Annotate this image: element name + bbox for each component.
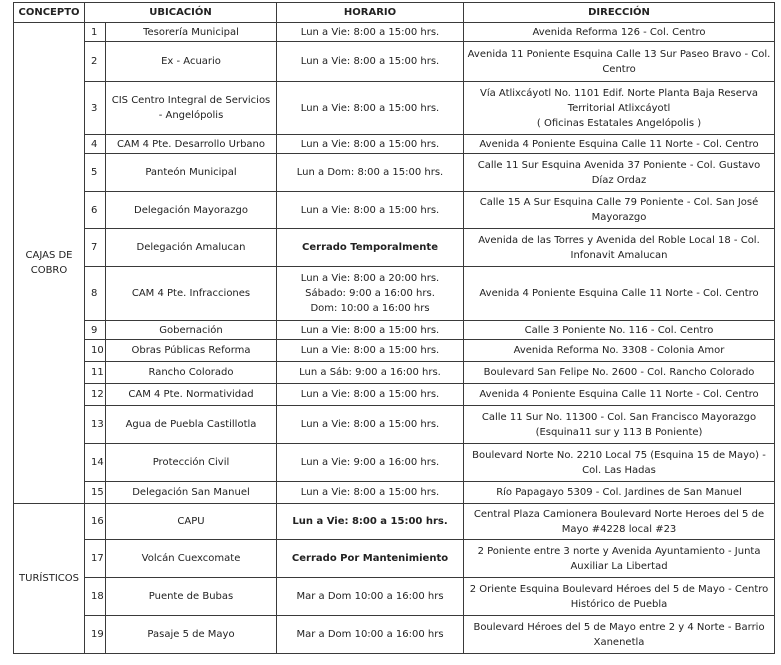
row-number: 15 — [85, 482, 106, 504]
header-row — [14, 3, 775, 23]
table-row — [14, 540, 775, 578]
horario-cell: Lun a Vie: 9:00 a 16:00 hrs. — [277, 444, 464, 482]
ubicacion-cell: Agua de Puebla Castillotla — [106, 406, 277, 444]
ubicacion-cell: CAM 4 Pte. Infracciones — [106, 267, 277, 321]
ubicacion-cell: CAM 4 Pte. Desarrollo Urbano — [106, 135, 277, 154]
row-number: 6 — [85, 192, 106, 229]
direccion-cell: Avenida 11 Poniente Esquina Calle 13 Sur Paseo Bravo - Col. Centro — [464, 42, 775, 82]
table-body — [14, 23, 775, 654]
direccion-cell: Boulevard Héroes del 5 de Mayo entre 2 y 4 Norte - Barrio Xanenetla — [464, 616, 775, 654]
horario-cell: Cerrado Temporalmente — [277, 229, 464, 267]
ubicacion-cell: Rancho Colorado — [106, 362, 277, 384]
ubicacion-cell: Obras Públicas Reforma — [106, 340, 277, 362]
table-row — [14, 82, 775, 135]
ubicacion-cell: Tesorería Municipal — [106, 23, 277, 42]
table-row — [14, 229, 775, 267]
direccion-cell: Calle 11 Sur Esquina Avenida 37 Poniente - Col. Gustavo Díaz Ordaz — [464, 154, 775, 192]
horario-cell: Lun a Sáb: 9:00 a 16:00 hrs. — [277, 362, 464, 384]
table-row — [14, 192, 775, 229]
header-direccion: DIRECCIÓN — [464, 3, 775, 23]
table-row — [14, 444, 775, 482]
table-row — [14, 482, 775, 504]
table-row — [14, 362, 775, 384]
table-row — [14, 616, 775, 654]
row-number: 4 — [85, 135, 106, 154]
horario-cell: Lun a Vie: 8:00 a 15:00 hrs. — [277, 406, 464, 444]
row-number: 8 — [85, 267, 106, 321]
direccion-cell: 2 Poniente entre 3 norte y Avenida Ayuntamiento - Junta Auxiliar La Libertad — [464, 540, 775, 578]
row-number: 17 — [85, 540, 106, 578]
locations-table — [13, 2, 775, 654]
row-number: 19 — [85, 616, 106, 654]
row-number: 14 — [85, 444, 106, 482]
direccion-cell: Avenida 4 Poniente Esquina Calle 11 Norte - Col. Centro — [464, 135, 775, 154]
row-number: 16 — [85, 504, 106, 540]
row-number: 1 — [85, 23, 106, 42]
row-number: 11 — [85, 362, 106, 384]
table-row — [14, 42, 775, 82]
direccion-cell: Avenida Reforma 126 - Col. Centro — [464, 23, 775, 42]
direccion-cell: Boulevard San Felipe No. 2600 - Col. Rancho Colorado — [464, 362, 775, 384]
direccion-cell: Central Plaza Camionera Boulevard Norte Heroes del 5 de Mayo #4228 local #23 — [464, 504, 775, 540]
direccion-cell: Avenida Reforma No. 3308 - Colonia Amor — [464, 340, 775, 362]
row-number: 10 — [85, 340, 106, 362]
direccion-cell: Avenida de las Torres y Avenida del Roble Local 18 - Col. Infonavit Amalucan — [464, 229, 775, 267]
ubicacion-cell: Pasaje 5 de Mayo — [106, 616, 277, 654]
row-number: 5 — [85, 154, 106, 192]
table-row — [14, 340, 775, 362]
direccion-cell: Calle 15 A Sur Esquina Calle 79 Poniente - Col. San José Mayorazgo — [464, 192, 775, 229]
horario-cell: Lun a Vie: 8:00 a 15:00 hrs. — [277, 504, 464, 540]
header-ubicacion: UBICACIÓN — [85, 3, 277, 23]
direccion-cell: Río Papagayo 5309 - Col. Jardines de San Manuel — [464, 482, 775, 504]
direccion-cell: Calle 11 Sur No. 11300 - Col. San Francisco Mayorazgo (Esquina11 sur y 113 B Poniente) — [464, 406, 775, 444]
ubicacion-cell: CIS Centro Integral de Servicios - Angelópolis — [106, 82, 277, 135]
horario-cell: Lun a Vie: 8:00 a 15:00 hrs. — [277, 135, 464, 154]
ubicacion-cell: Delegación San Manuel — [106, 482, 277, 504]
ubicacion-cell: Protección Civil — [106, 444, 277, 482]
horario-cell: Mar a Dom 10:00 a 16:00 hrs — [277, 578, 464, 616]
row-number: 9 — [85, 321, 106, 340]
horario-cell: Lun a Vie: 8:00 a 15:00 hrs. — [277, 192, 464, 229]
horario-cell: Mar a Dom 10:00 a 16:00 hrs — [277, 616, 464, 654]
direccion-cell: 2 Oriente Esquina Boulevard Héroes del 5 de Mayo - Centro Histórico de Puebla — [464, 578, 775, 616]
ubicacion-cell: Volcán Cuexcomate — [106, 540, 277, 578]
concepto-cell: CAJAS DE COBRO — [14, 23, 85, 504]
ubicacion-cell: CAPU — [106, 504, 277, 540]
ubicacion-cell: Delegación Amalucan — [106, 229, 277, 267]
table-row — [14, 154, 775, 192]
row-number: 7 — [85, 229, 106, 267]
direccion-cell: Vía Atlixcáyotl No. 1101 Edif. Norte Planta Baja Reserva Territorial Atlixcáyotl ( Oficinas Estatales Angelópolis ) — [464, 82, 775, 135]
horario-cell: Lun a Vie: 8:00 a 15:00 hrs. — [277, 23, 464, 42]
row-number: 3 — [85, 82, 106, 135]
ubicacion-cell: Gobernación — [106, 321, 277, 340]
ubicacion-cell: Ex - Acuario — [106, 42, 277, 82]
header-concepto: CONCEPTO — [14, 3, 85, 23]
table-row — [14, 578, 775, 616]
ubicacion-cell: Puente de Bubas — [106, 578, 277, 616]
direccion-cell: Avenida 4 Poniente Esquina Calle 11 Norte - Col. Centro — [464, 267, 775, 321]
ubicacion-cell: Delegación Mayorazgo — [106, 192, 277, 229]
row-number: 2 — [85, 42, 106, 82]
table-row — [14, 135, 775, 154]
row-number: 12 — [85, 384, 106, 406]
table-row — [14, 406, 775, 444]
table-row — [14, 504, 775, 540]
row-number: 18 — [85, 578, 106, 616]
direccion-cell: Avenida 4 Poniente Esquina Calle 11 Norte - Col. Centro — [464, 384, 775, 406]
table-row — [14, 384, 775, 406]
ubicacion-cell: Panteón Municipal — [106, 154, 277, 192]
direccion-cell: Calle 3 Poniente No. 116 - Col. Centro — [464, 321, 775, 340]
table-row — [14, 321, 775, 340]
horario-cell: Lun a Vie: 8:00 a 15:00 hrs. — [277, 340, 464, 362]
ubicacion-cell: CAM 4 Pte. Normatividad — [106, 384, 277, 406]
row-number: 13 — [85, 406, 106, 444]
horario-cell: Lun a Vie: 8:00 a 15:00 hrs. — [277, 482, 464, 504]
concepto-cell: TURÍSTICOS — [14, 504, 85, 654]
direccion-cell: Boulevard Norte No. 2210 Local 75 (Esquina 15 de Mayo) - Col. Las Hadas — [464, 444, 775, 482]
horario-cell: Lun a Vie: 8:00 a 15:00 hrs. — [277, 384, 464, 406]
horario-cell: Lun a Vie: 8:00 a 15:00 hrs. — [277, 321, 464, 340]
horario-cell: Lun a Dom: 8:00 a 15:00 hrs. — [277, 154, 464, 192]
horario-cell: Lun a Vie: 8:00 a 20:00 hrs. Sábado: 9:00 a 16:00 hrs. Dom: 10:00 a 16:00 hrs — [277, 267, 464, 321]
horario-cell: Lun a Vie: 8:00 a 15:00 hrs. — [277, 82, 464, 135]
horario-cell: Lun a Vie: 8:00 a 15:00 hrs. — [277, 42, 464, 82]
header-horario: HORARIO — [277, 3, 464, 23]
table-row — [14, 23, 775, 42]
horario-cell: Cerrado Por Mantenimiento — [277, 540, 464, 578]
table-row — [14, 267, 775, 321]
